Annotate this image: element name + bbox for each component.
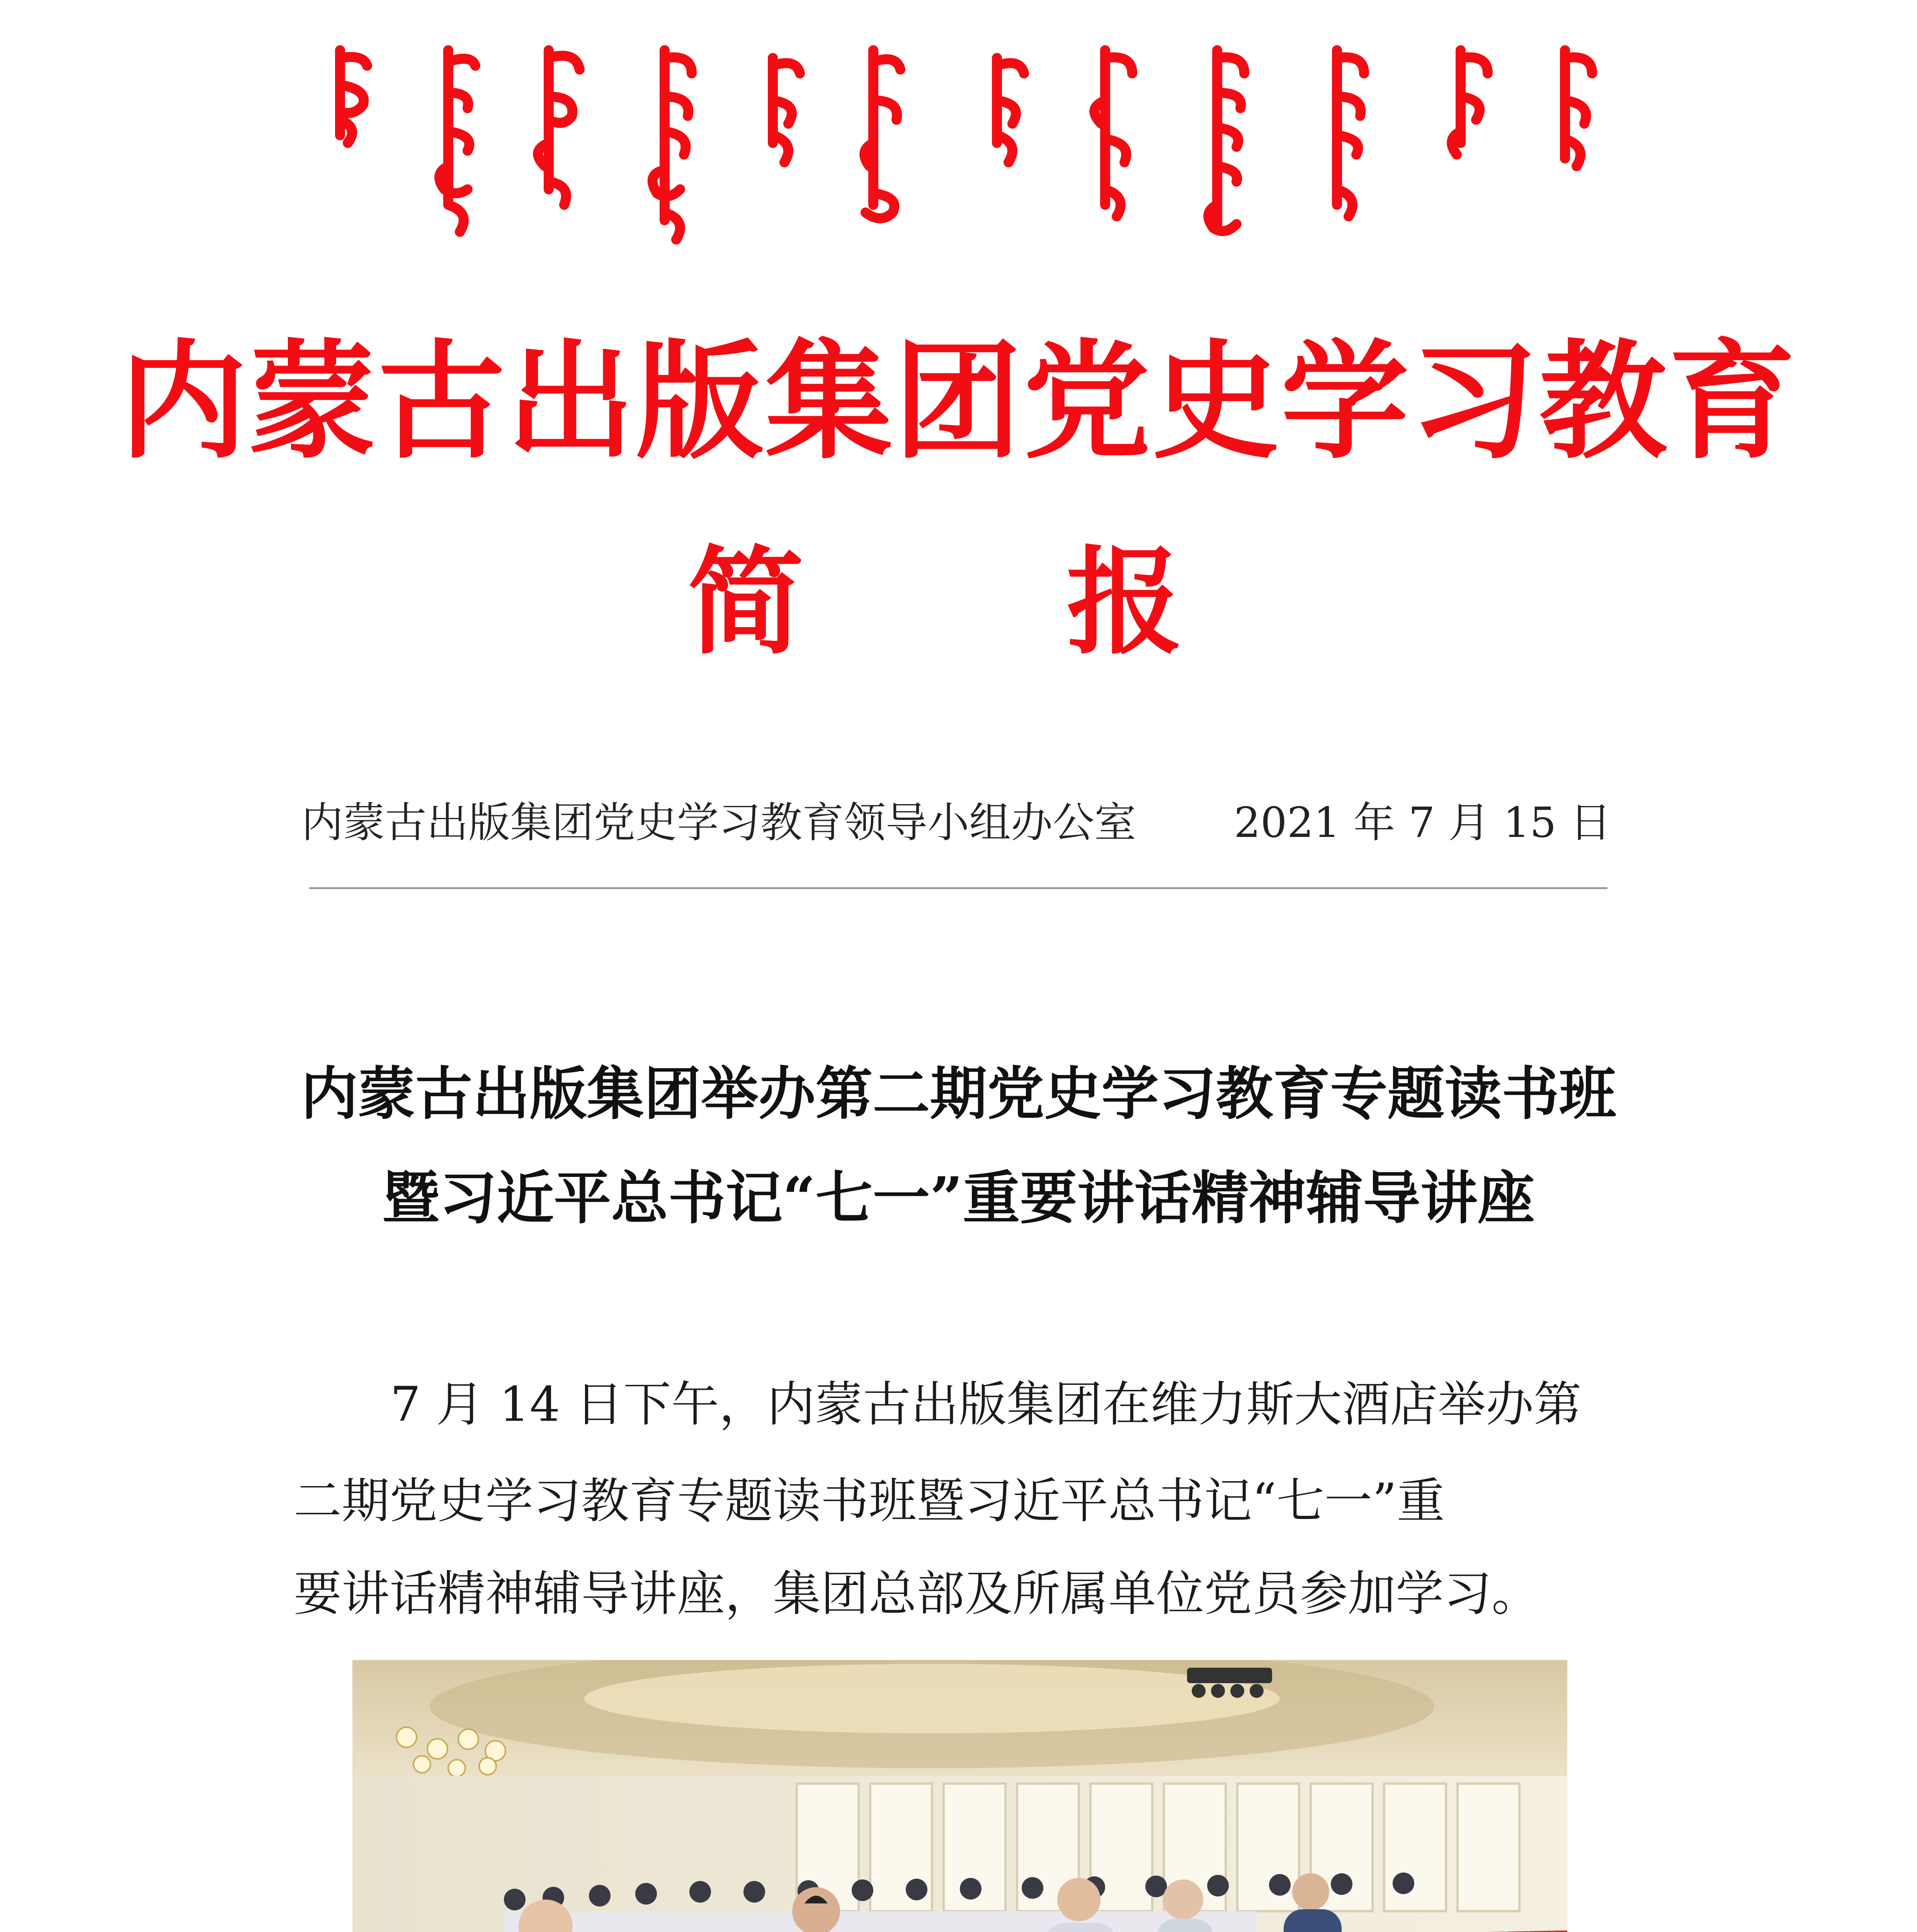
- body-text-line-1: 7 月 14 日下午，内蒙古出版集团在维力斯大酒店举办第: [390, 1377, 1582, 1432]
- header-divider: [309, 887, 1607, 889]
- issuer-name: 内蒙古出版集团党史学习教育领导小组办公室: [301, 799, 1136, 847]
- issue-date: 2021 年 7 月 15 日: [1234, 799, 1611, 847]
- issuer-date-line: [301, 796, 1611, 850]
- subtitle-char-jian: 简: [688, 535, 804, 670]
- mongolian-script-title: [301, 43, 1623, 259]
- body-text-line-2: 二期党史学习教育专题读书班暨习近平总书记“七一”重: [294, 1473, 1445, 1529]
- conference-photo: [352, 1660, 1567, 1932]
- subtitle-char-bao: 报: [1067, 535, 1182, 670]
- article-title-line-1: 内蒙古出版集团举办第二期党史学习教育专题读书班: [301, 1060, 1616, 1127]
- mongolian-script-drawing: [301, 43, 1623, 259]
- document-type-heading: [657, 533, 1260, 672]
- article-title-line-2: 暨习近平总书记“七一”重要讲话精神辅导讲座: [382, 1164, 1535, 1231]
- body-text-line-3: 要讲话精神辅导讲座，集团总部及所属单位党员参加学习。: [294, 1566, 1540, 1622]
- conference-photo-drawing: [352, 1660, 1567, 1932]
- document-title: 内蒙古出版集团党史学习教育: [119, 328, 1798, 476]
